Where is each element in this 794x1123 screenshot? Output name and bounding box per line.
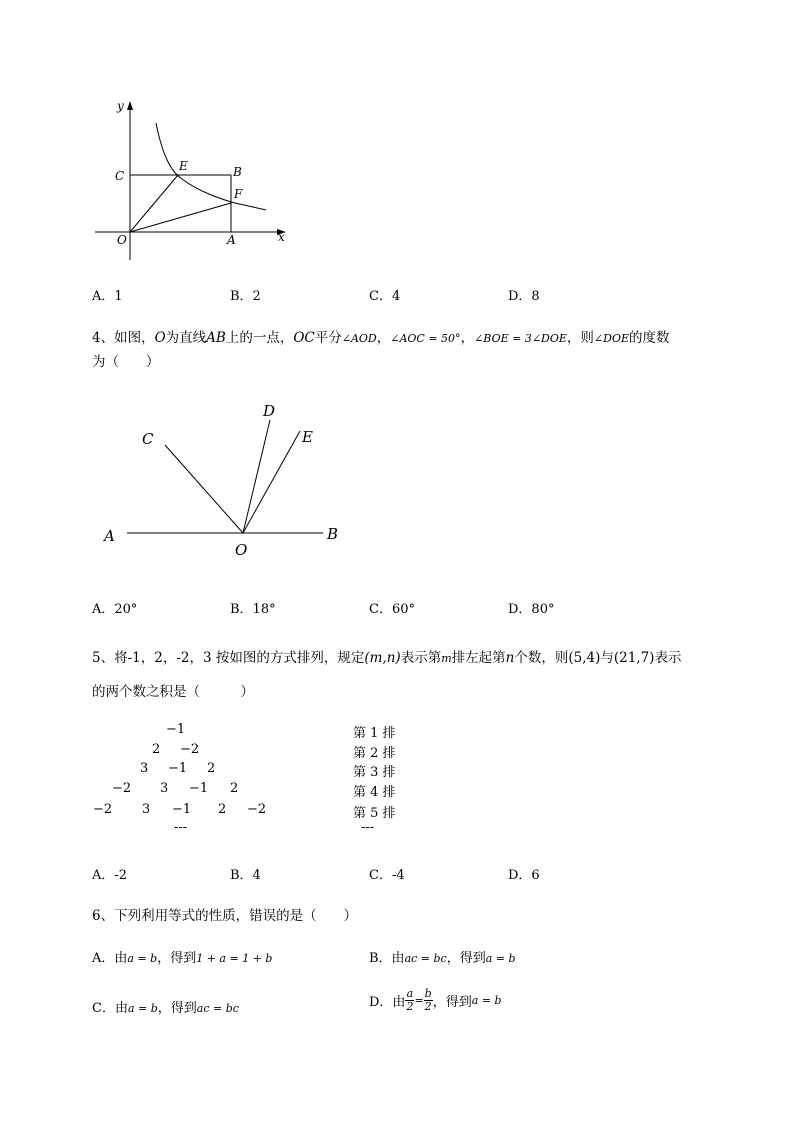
- q3-option-b[interactable]: B．2: [230, 289, 261, 304]
- q4-option-d[interactable]: D．80°: [508, 602, 555, 617]
- q4-stem-line2: 为（ ）: [92, 354, 160, 370]
- labels-ellipsis: ---: [361, 820, 375, 835]
- row-label-1: 第 1 排: [353, 726, 396, 741]
- q5-var: m: [441, 652, 452, 665]
- q5-text: 表示: [654, 650, 682, 666]
- q6-option-c[interactable]: [92, 997, 239, 1016]
- label-B: B: [233, 165, 242, 179]
- label-D: D: [263, 402, 276, 420]
- cell-r1-1: −1: [166, 722, 186, 737]
- q4-var: ∠AOC = 50°: [390, 332, 461, 345]
- q6-option-b[interactable]: [369, 947, 516, 966]
- cell-r2-2: −2: [180, 742, 200, 757]
- q4-text: ，则: [566, 330, 594, 346]
- q5-number: 5、: [92, 650, 115, 666]
- q4-option-b[interactable]: B．18°: [230, 602, 276, 617]
- cell-r4-1: −2: [112, 781, 132, 796]
- cell-r2-1: 2: [152, 742, 161, 757]
- label-C: C: [115, 169, 125, 183]
- q6-stem: [92, 904, 357, 924]
- label-C: C: [142, 430, 154, 448]
- q4-text: 的度数: [629, 330, 670, 346]
- label-E: E: [302, 428, 313, 446]
- opt-math: a = b: [127, 1002, 158, 1015]
- opt-prefix: B．由: [369, 951, 405, 966]
- opt-mid: ，得到: [157, 1001, 197, 1016]
- y-axis-arrow-icon: [127, 101, 133, 110]
- fraction-b-over-2: [424, 988, 433, 1013]
- q3-option-a[interactable]: A．1: [92, 289, 123, 304]
- q5-option-c[interactable]: C．-4: [369, 868, 405, 883]
- ray-OD: [243, 420, 270, 533]
- cell-r5-1: −2: [93, 802, 113, 817]
- q3-figure: [90, 95, 300, 270]
- q4-text: 如图，: [114, 330, 155, 346]
- label-O: O: [235, 541, 248, 559]
- opt-math: a = b: [471, 994, 502, 1007]
- q3-option-c[interactable]: C．4: [369, 289, 401, 304]
- q4-text: 平分: [314, 330, 342, 346]
- frac-den: 2: [424, 1000, 432, 1013]
- q5-stem-line1: [92, 646, 681, 666]
- cell-r4-4: 2: [230, 781, 239, 796]
- cell-r5-2: 3: [142, 802, 151, 817]
- label-B: B: [327, 525, 339, 543]
- q5-var: (5,4): [568, 650, 601, 666]
- q4-option-c[interactable]: C．60°: [369, 602, 415, 617]
- q4-var: O: [154, 330, 166, 346]
- q5-option-b[interactable]: B．4: [230, 868, 261, 883]
- q5-text: 排左起第: [451, 650, 506, 666]
- label-F: F: [234, 187, 243, 201]
- q4-option-a[interactable]: A．20°: [92, 602, 138, 617]
- frac-num: a: [406, 987, 414, 1000]
- q3-option-d[interactable]: D．8: [508, 289, 540, 304]
- q5-option-d[interactable]: D．6: [508, 868, 540, 883]
- row-label-5: 第 5 排: [353, 806, 396, 821]
- q4-var: ∠BOE = 3∠DOE: [474, 332, 567, 345]
- opt-math: a = b: [485, 952, 516, 965]
- cell-r3-3: 2: [207, 761, 216, 776]
- cell-r5-4: 2: [218, 802, 227, 817]
- label-E: E: [179, 159, 188, 173]
- q6-text: 下列利用等式的性质，错误的是（ ）: [114, 908, 358, 924]
- ray-OE: [243, 431, 300, 533]
- label-O: O: [117, 233, 127, 247]
- q5-var: (21,7): [613, 650, 655, 666]
- frac-num: b: [424, 987, 432, 1000]
- q5-text: 将-1，2，-2，3 按如图的方式排列，规定: [114, 650, 365, 666]
- q4-var: OC: [293, 330, 315, 346]
- segment-OF: [130, 203, 231, 232]
- q6-number: 6、: [92, 908, 115, 924]
- hyperbola-curve: [156, 123, 266, 210]
- q4-figure: [95, 395, 355, 565]
- row-label-3: 第 3 排: [353, 765, 396, 780]
- opt-prefix: C．由: [92, 1001, 128, 1016]
- row-label-4: 第 4 排: [353, 785, 396, 800]
- q5-stem-line2: 的两个数之积是（ ）: [92, 684, 254, 700]
- q4-text: ，: [376, 330, 391, 346]
- opt-mid: ，得到: [157, 951, 197, 966]
- q6-option-d[interactable]: [369, 988, 502, 1013]
- q4-text: 为直线: [165, 330, 207, 346]
- q5-text: 个数，则: [514, 650, 569, 666]
- q4-stem-line1: [92, 326, 670, 346]
- cell-r3-2: −1: [168, 761, 188, 776]
- q5-text: 与: [600, 650, 614, 666]
- opt-mid: ，得到: [446, 951, 486, 966]
- cell-r3-1: 3: [140, 761, 149, 776]
- cell-r4-3: −1: [189, 781, 209, 796]
- q5-var: n: [505, 650, 515, 666]
- frac-den: 2: [406, 1000, 414, 1013]
- cell-r5-3: −1: [172, 802, 192, 817]
- opt-math: 1 + a = 1 + b: [196, 952, 273, 965]
- q4-var: AB: [206, 330, 226, 346]
- q5-text: 表示第: [400, 650, 442, 666]
- opt-math: =: [414, 994, 424, 1007]
- q5-var: (m,n): [364, 650, 401, 666]
- q5-option-a[interactable]: A．-2: [92, 868, 128, 883]
- label-y: y: [117, 99, 124, 113]
- opt-math: ac = bc: [196, 1002, 239, 1015]
- q4-text: ，: [460, 330, 475, 346]
- segment-OE: [130, 175, 178, 232]
- ray-OC: [165, 445, 243, 533]
- opt-prefix: A．由: [92, 951, 128, 966]
- opt-prefix: D．由: [369, 995, 406, 1010]
- q6-option-a[interactable]: [92, 947, 272, 966]
- q4-number: 4、: [92, 330, 115, 346]
- cell-r5-5: −2: [247, 802, 267, 817]
- opt-math: a = b: [127, 952, 158, 965]
- opt-mid: ，得到: [432, 995, 472, 1010]
- cell-r4-2: 3: [160, 781, 169, 796]
- q4-var: ∠DOE: [593, 332, 630, 345]
- q4-text: 上的一点，: [225, 330, 294, 346]
- row-label-2: 第 2 排: [353, 746, 396, 761]
- q4-var: ∠AOD: [341, 332, 377, 345]
- label-x: x: [278, 230, 285, 244]
- label-A: A: [104, 527, 115, 545]
- triangle-ellipsis: ---: [174, 820, 188, 835]
- label-A: A: [227, 233, 236, 247]
- opt-math: ac = bc: [404, 952, 447, 965]
